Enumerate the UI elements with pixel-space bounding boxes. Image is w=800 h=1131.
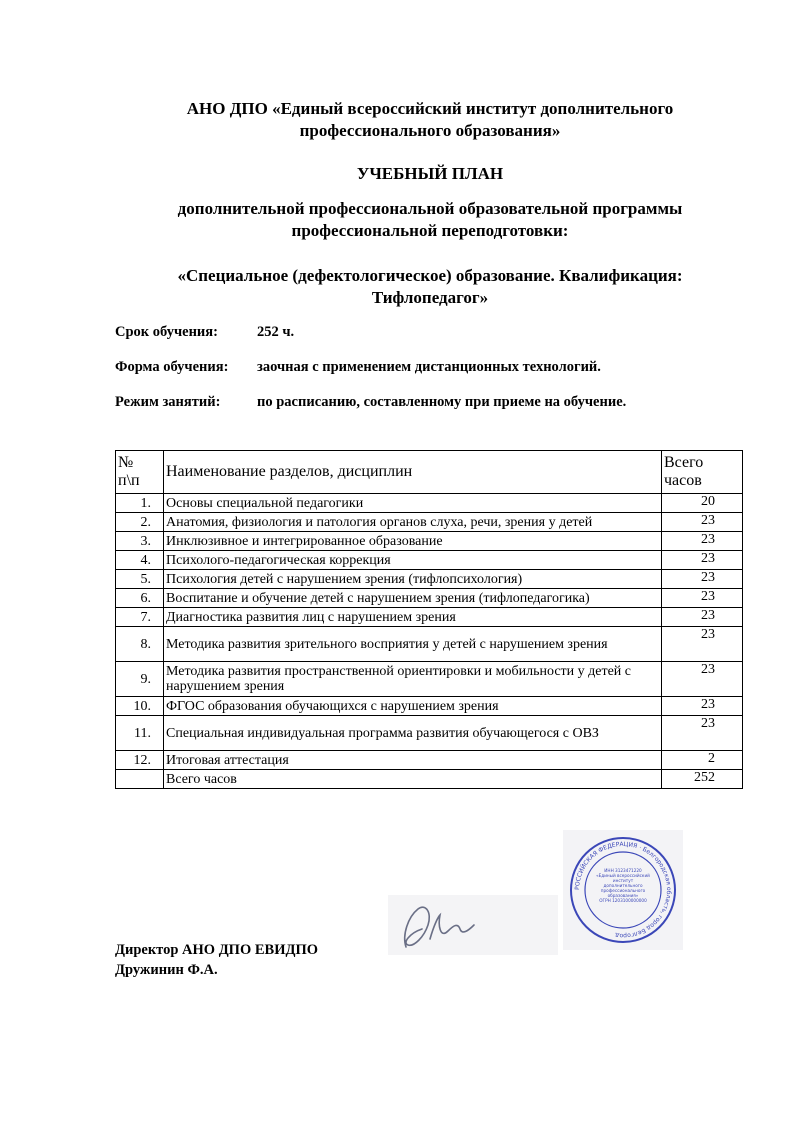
total-empty-cell (116, 770, 164, 789)
row-discipline-name: Психолого-педагогическая коррекция (164, 551, 662, 570)
row-hours: 23 (662, 570, 743, 589)
row-number: 3. (116, 532, 164, 551)
row-number: 7. (116, 608, 164, 627)
row-discipline-name: Итоговая аттестация (164, 751, 662, 770)
curriculum-table (115, 450, 743, 789)
seal-center-text: «Единый всероссийский институт дополнительного профессионального образования» (596, 873, 650, 898)
col-hours-header-line2: часов (664, 472, 702, 489)
row-discipline-name: Инклюзивное и интегрированное образование (164, 532, 662, 551)
duration-row (115, 323, 295, 341)
row-discipline-name: Основы специальной педагогики (164, 494, 662, 513)
table-row (116, 751, 743, 770)
row-hours: 23 (662, 662, 743, 697)
row-number: 12. (116, 751, 164, 770)
row-number: 11. (116, 716, 164, 751)
row-discipline-name: Специальная индивидуальная программа развития обучающегося с ОВЗ (164, 716, 662, 751)
col-hours-header (662, 451, 743, 494)
table-row (116, 551, 743, 570)
program-type-line2: профессиональной переподготовки: (291, 221, 569, 240)
org-title-line2: профессионального образования» (299, 121, 561, 140)
mode-row (115, 393, 627, 411)
table-header-row (116, 451, 743, 494)
program-type-line1: дополнительной профессиональной образовательной программы (177, 199, 683, 218)
table-row (116, 494, 743, 513)
program-name-line1: «Специальное (дефектологическое) образование. Квалификация: (177, 266, 683, 285)
seal-ring-text: РОССИЙСКАЯ ФЕДЕРАЦИЯ · Белгородская область, город Белгород (573, 840, 673, 940)
row-discipline-name: Методика развития пространственной ориентировки и мобильности у детей с нарушением зрения (164, 662, 662, 697)
form-row (115, 358, 601, 376)
row-hours: 2 (662, 751, 743, 770)
row-number: 10. (116, 697, 164, 716)
row-discipline-name: ФГОС образования обучающихся с нарушением зрения (164, 697, 662, 716)
row-hours: 23 (662, 589, 743, 608)
row-number: 1. (116, 494, 164, 513)
row-hours: 20 (662, 494, 743, 513)
row-hours: 23 (662, 513, 743, 532)
row-number: 2. (116, 513, 164, 532)
doc-title: УЧЕБНЫЙ ПЛАН (356, 164, 504, 183)
col-num-header-line1: № (118, 454, 134, 471)
row-hours: 23 (662, 627, 743, 662)
org-title-line1: АНО ДПО «Единый всероссийский институт дополнительного (186, 99, 674, 118)
program-type (100, 198, 760, 242)
table-row (116, 662, 743, 697)
row-discipline-name: Психология детей с нарушением зрения (тифлопсихология) (164, 570, 662, 589)
table-row (116, 608, 743, 627)
form-label: Форма обучения: (115, 359, 229, 375)
row-hours: 23 (662, 608, 743, 627)
col-num-header (116, 451, 164, 494)
signature-image (388, 895, 558, 955)
signature-block (115, 940, 318, 980)
col-hours-header-line1: Всего (664, 454, 704, 471)
table-row (116, 532, 743, 551)
director-position: Директор АНО ДПО ЕВИДПО (115, 942, 319, 958)
total-hours: 252 (662, 770, 743, 789)
table-row (116, 627, 743, 662)
director-name: Дружинин Ф.А. (115, 962, 218, 978)
duration-value: 252 ч. (257, 324, 295, 340)
org-title (100, 98, 760, 142)
row-discipline-name: Воспитание и обучение детей с нарушением зрения (тифлопедагогика) (164, 589, 662, 608)
row-discipline-name: Методика развития зрительного восприятия у детей с нарушением зрения (164, 627, 662, 662)
row-hours: 23 (662, 551, 743, 570)
row-discipline-name: Анатомия, физиология и патология органов слуха, речи, зрения у детей (164, 513, 662, 532)
mode-label: Режим занятий: (115, 394, 221, 410)
row-hours: 23 (662, 716, 743, 751)
row-number: 4. (116, 551, 164, 570)
mode-value: по расписанию, составленному при приеме на обучение. (257, 394, 627, 410)
program-name (100, 265, 760, 309)
row-hours: 23 (662, 697, 743, 716)
row-number: 9. (116, 662, 164, 697)
row-number: 6. (116, 589, 164, 608)
table-row (116, 697, 743, 716)
table-row (116, 513, 743, 532)
table-total-row (116, 770, 743, 789)
program-name-line2: Тифлопедагог» (371, 288, 489, 307)
form-value: заочная с применением дистанционных технологий. (257, 359, 601, 375)
table-row (116, 570, 743, 589)
table-row (116, 716, 743, 751)
seal-ogrn: ОГРН 1203100000000 (599, 898, 647, 903)
col-num-header-line2: п\п (118, 472, 140, 489)
row-discipline-name: Диагностика развития лиц с нарушением зрения (164, 608, 662, 627)
duration-label: Срок обучения: (115, 324, 218, 340)
total-label: Всего часов (164, 770, 662, 789)
seal-stamp (563, 830, 683, 950)
row-hours: 23 (662, 532, 743, 551)
row-number: 8. (116, 627, 164, 662)
row-number: 5. (116, 570, 164, 589)
table-row (116, 589, 743, 608)
col-name-header: Наименование разделов, дисциплин (164, 451, 662, 494)
seal-inn: ИНН 3123471220 (604, 868, 642, 873)
